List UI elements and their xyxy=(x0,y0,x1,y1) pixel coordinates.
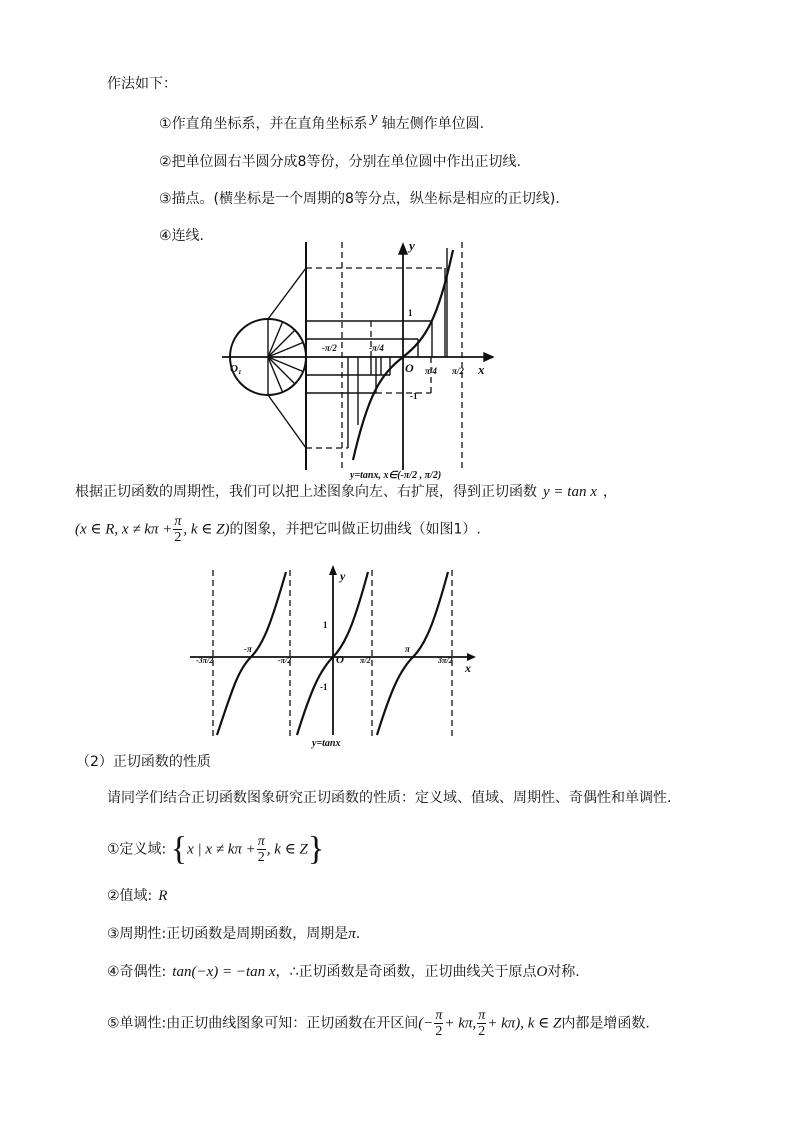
mono-fraction-2 xyxy=(477,1008,486,1039)
fig2-neg-3pi-2-label: -3π/2 xyxy=(196,656,214,665)
fig2-3pi-2-label: 3π/2 xyxy=(438,656,453,665)
mono-open: (− xyxy=(418,1015,434,1032)
parity-text-b: 对称. xyxy=(547,964,580,980)
fig2-caption: y=tanx xyxy=(312,738,341,749)
property-parity xyxy=(107,962,580,982)
fig1-pi-2-label: π/2 xyxy=(452,366,464,376)
step-3-marker: ③ xyxy=(159,191,172,207)
step-4-text: 连线. xyxy=(171,228,205,244)
fig2-neg-one-label: -1 xyxy=(320,682,328,692)
mono-text-a: 由正切曲线图象可知：正切函数在开区间 xyxy=(166,1015,419,1032)
para1-frac-den: 2 xyxy=(174,530,182,545)
fig2-neg-pi-label: -π xyxy=(244,644,252,654)
fig2-x-label: x xyxy=(465,661,471,675)
domain-set-a: x | x ≠ kπ + xyxy=(187,841,256,858)
fig1-y-arrow xyxy=(399,244,407,254)
domain-frac-den: 2 xyxy=(257,850,265,865)
domain-brace-close: } xyxy=(307,830,325,868)
range-value: R xyxy=(158,888,168,904)
step-1-text-end: 轴左侧作单位圆. xyxy=(377,116,485,132)
fig2-y-label: y xyxy=(340,569,346,583)
fig2-origin-label: O xyxy=(336,654,344,666)
step-3 xyxy=(159,189,560,209)
parity-text-a: ，∴正切函数是奇函数，正切曲线关于原点 xyxy=(275,964,537,980)
para1-fraction xyxy=(173,514,182,545)
figure-unit-circle-construction xyxy=(222,238,502,480)
mono-frac2-den: 2 xyxy=(478,1024,486,1039)
domain-frac-num: π xyxy=(257,834,265,849)
mono-text-b: 内都是增函数. xyxy=(561,1015,650,1032)
mono-mid: + kπ, xyxy=(444,1015,477,1032)
mono-frac1-num: π xyxy=(435,1008,443,1023)
fig1-x-arrow xyxy=(484,353,493,361)
para1-cond-b: , k ∈ Z) xyxy=(183,521,230,538)
step-1-marker: ① xyxy=(159,116,172,132)
fig1-y-label: y xyxy=(409,238,415,253)
fig1-caption: y=tanx, x∈(-π/2 , π/2) xyxy=(350,470,442,480)
para1-cond-a: (x ∈ R, x ≠ kπ + xyxy=(75,521,173,538)
para1-comma: ， xyxy=(602,484,617,500)
fig1-circle-center-label: O₁ xyxy=(230,363,242,375)
domain-label: ①定义域: xyxy=(107,841,167,858)
section-heading: （2）正切函数的性质 xyxy=(76,754,211,770)
fig2-pi-label: π xyxy=(405,644,410,654)
para1-line1 xyxy=(75,482,617,502)
step-2-text: 把单位圆右半圆分成8等份，分别在单位圆中作出正切线. xyxy=(171,154,521,170)
fig1-pi-4-label: π/4 xyxy=(425,366,437,376)
fig1-neg-pi-2-label: -π/2 xyxy=(322,343,337,353)
step-1-text: 作直角坐标系，并在直角坐标系 xyxy=(171,116,368,132)
fig1-neg-pi-4-label: -π/4 xyxy=(369,343,384,353)
fig2-neg-pi-2-label: -π/2 xyxy=(278,656,292,665)
fig2-one-label: 1 xyxy=(323,620,328,630)
fig2-branch-right xyxy=(377,572,448,735)
domain-set-b: , k ∈ Z xyxy=(266,841,308,858)
parity-label: ④奇偶性: xyxy=(107,964,167,980)
domain-brace-open: { xyxy=(170,830,188,868)
period-text: 正切函数是周期函数，周期是 xyxy=(166,926,349,942)
para1-line2 xyxy=(75,514,481,545)
mono-frac2-num: π xyxy=(478,1008,486,1023)
para1-frac-num: π xyxy=(174,514,182,529)
mono-frac1-den: 2 xyxy=(435,1024,443,1039)
parity-formula: tan(−x) = −tan x xyxy=(172,964,276,980)
step-2 xyxy=(159,152,521,172)
range-label: ②值域: xyxy=(107,888,153,904)
step-4-marker: ④ xyxy=(159,228,172,244)
property-monotonicity xyxy=(107,1008,650,1039)
figure-tangent-curve xyxy=(185,565,480,750)
step-1 xyxy=(159,110,485,134)
mono-fraction-1 xyxy=(434,1008,443,1039)
period-label: ③周期性: xyxy=(107,926,167,942)
step-1-var: y xyxy=(370,110,378,126)
para1-line2-text: 的图象，并把它叫做正切曲线（如图1）. xyxy=(229,521,481,538)
property-domain xyxy=(107,830,325,868)
domain-fraction xyxy=(257,834,266,865)
period-value: π xyxy=(348,926,356,942)
mono-close: + kπ), k ∈ Z xyxy=(487,1015,562,1032)
step-2-marker: ② xyxy=(159,154,172,170)
mono-label: ⑤单调性: xyxy=(107,1015,167,1032)
step-3-text: 描点。(横坐标是一个周期的8等分点，纵坐标是相应的正切线). xyxy=(171,191,560,207)
step-4 xyxy=(159,226,204,246)
fig2-pi-2-label: π/2 xyxy=(360,656,371,665)
fig1-origin-label: O xyxy=(405,361,414,375)
property-range xyxy=(107,886,167,906)
parity-point: O xyxy=(536,964,548,980)
property-period xyxy=(107,924,360,944)
fig1-x-label: x xyxy=(478,362,485,377)
period-end: . xyxy=(355,926,361,942)
fig1-one-label: 1 xyxy=(408,308,413,318)
para1-func: y = tan x xyxy=(543,484,597,500)
section-intro: 请同学们结合正切函数图象研究正切函数的性质：定义域、值域、周期性、奇偶性和单调性. xyxy=(107,790,672,806)
fig1-neg-one-label: -1 xyxy=(410,391,418,401)
para1-text: 根据正切函数的周期性，我们可以把上述图象向左、右扩展，得到正切函数 xyxy=(75,484,537,500)
intro-text: 作法如下： xyxy=(107,76,177,92)
